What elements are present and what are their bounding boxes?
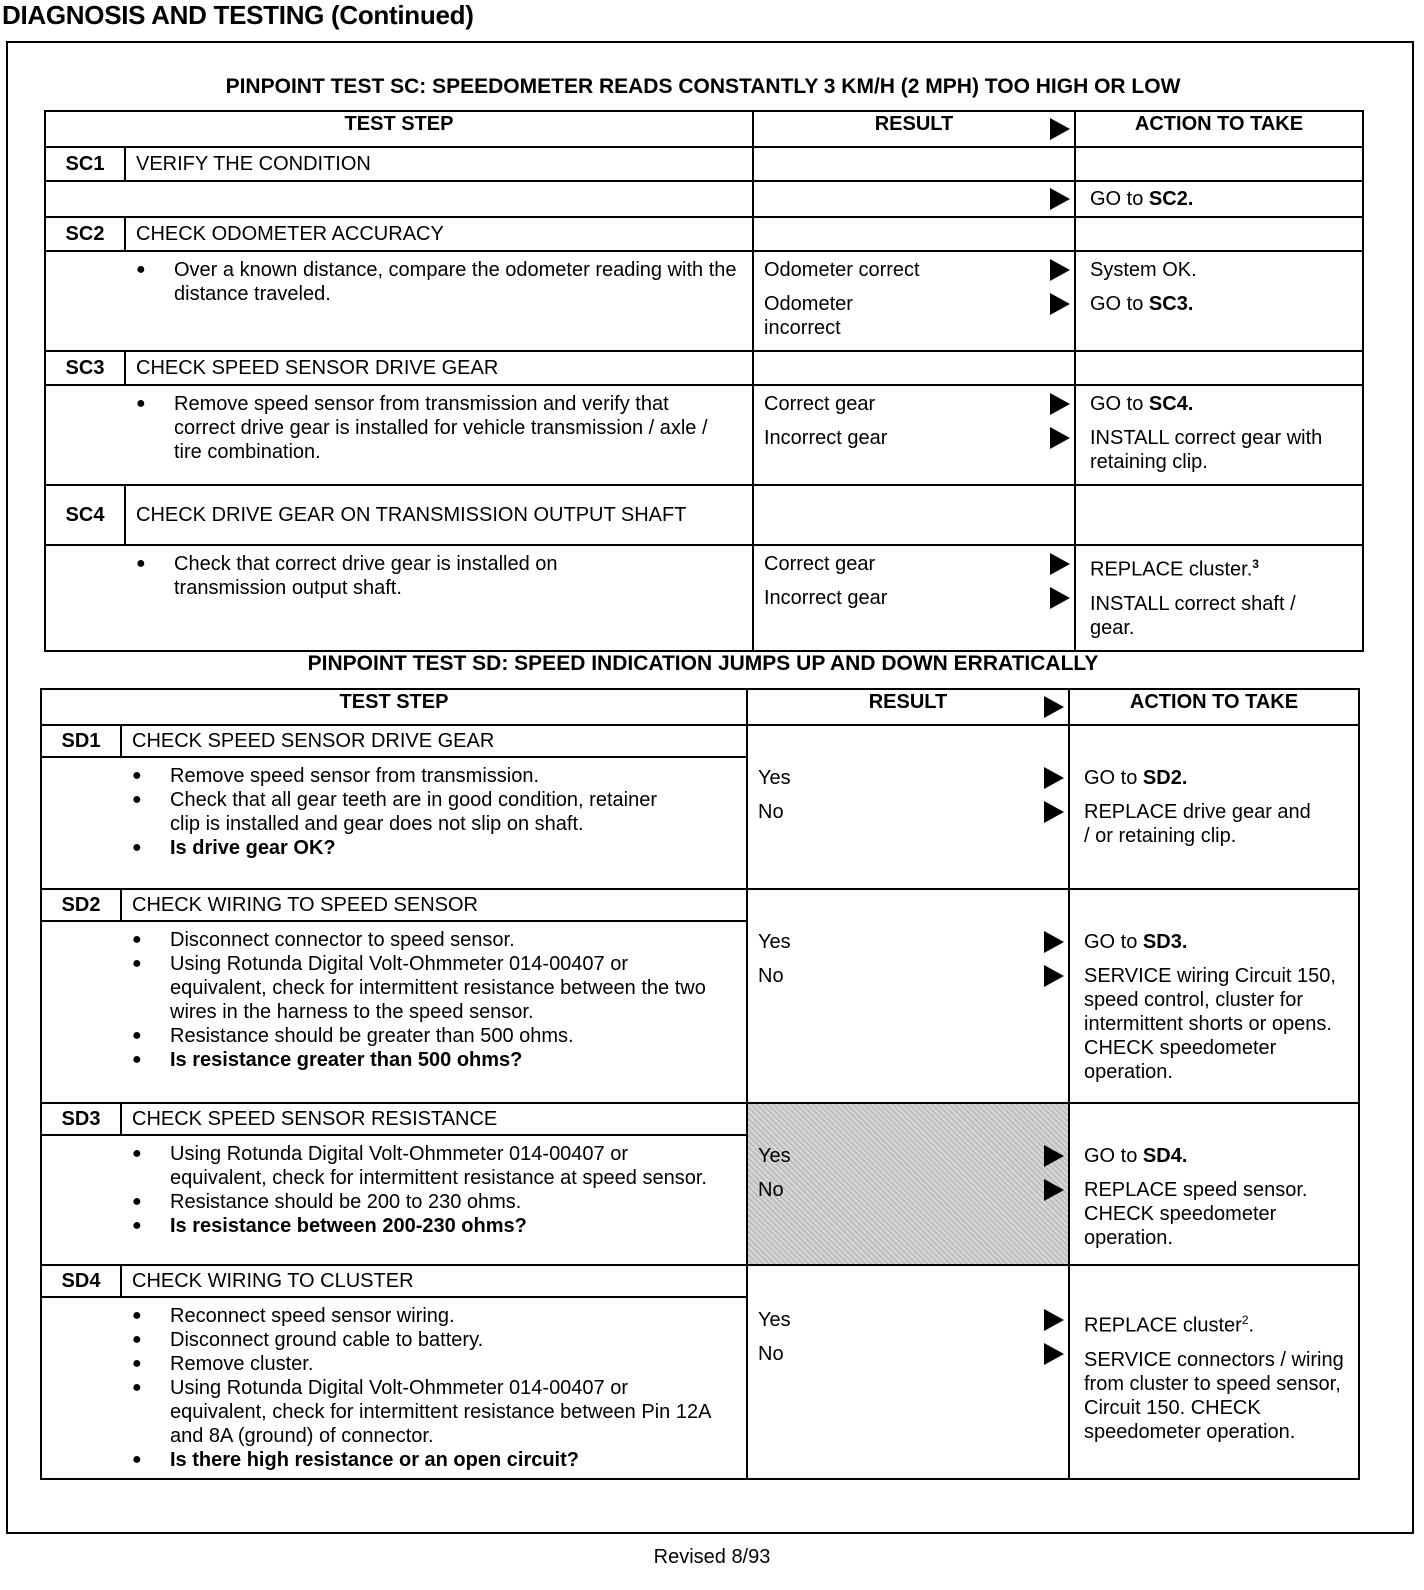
step-title: CHECK SPEED SENSOR DRIVE GEAR	[121, 725, 747, 757]
col-header-action: ACTION TO TAKE	[1069, 689, 1359, 725]
action-cell	[1075, 485, 1363, 545]
action-cell	[1075, 181, 1363, 217]
col-header-test-step: TEST STEP	[41, 689, 747, 725]
result-text: Yes	[758, 1145, 791, 1167]
table-row	[41, 1265, 1359, 1297]
arrow-icon	[1044, 767, 1064, 789]
result-text: No	[758, 801, 784, 823]
arrow-icon	[1050, 293, 1070, 315]
action-cell	[1069, 725, 1359, 889]
step-question: ● Is resistance between 200-230 ohms?	[170, 1214, 716, 1238]
result-line	[754, 292, 1074, 340]
arrow-icon	[1044, 1343, 1064, 1365]
step-title: CHECK SPEED SENSOR DRIVE GEAR	[125, 351, 753, 385]
step-bullet: ● Remove speed sensor from transmission.	[170, 764, 686, 788]
step-code: SD1	[41, 725, 121, 757]
step-bullet: ● Using Rotunda Digital Volt-Ohmmeter 014-00407 or equivalent, check for intermittent resistance at speed sensor.	[170, 1142, 716, 1190]
action-cell	[1069, 1265, 1359, 1479]
action-text	[1076, 552, 1362, 582]
arrow-icon	[1044, 1309, 1064, 1331]
step-bullet: ● Reconnect speed sensor wiring.	[170, 1304, 716, 1328]
step-body	[41, 1135, 747, 1265]
step-code: SD3	[41, 1103, 121, 1135]
result-line	[754, 392, 1074, 416]
step-code: SC1	[45, 147, 125, 181]
action-text	[1070, 766, 1358, 790]
action-cell	[1075, 147, 1363, 181]
test-sc-table	[44, 110, 1364, 652]
arrow-icon	[1050, 587, 1070, 609]
action-text: REPLACE speed sensor. CHECK speedometer operation.	[1084, 1179, 1308, 1249]
result-cell-shaded	[747, 1103, 1069, 1265]
result-cell	[753, 485, 1075, 545]
step-title: CHECK WIRING TO CLUSTER	[121, 1265, 747, 1297]
result-cell	[753, 385, 1075, 485]
result-line	[754, 552, 1074, 576]
table-row	[45, 351, 1363, 385]
action-cell	[1075, 251, 1363, 351]
step-question: ● Is there high resistance or an open circuit?	[170, 1448, 716, 1472]
action-text: REPLACE drive gear and / or retaining clip.	[1084, 801, 1311, 847]
action-prefix: GO to	[1090, 393, 1144, 415]
result-header-label: RESULT	[868, 691, 948, 713]
col-header-result	[753, 111, 1075, 147]
table-row	[45, 485, 1363, 545]
step-bullet: ● Check that correct drive gear is installed on transmission output shaft.	[174, 552, 652, 600]
result-line	[748, 800, 1068, 824]
step-bullet: ● Resistance should be 200 to 230 ohms.	[170, 1190, 716, 1214]
arrow-icon	[1044, 965, 1064, 987]
step-title: CHECK SPEED SENSOR RESISTANCE	[121, 1103, 747, 1135]
step-body	[45, 181, 753, 217]
action-cell	[1069, 889, 1359, 1103]
step-code: SC3	[45, 351, 125, 385]
result-text: No	[758, 1179, 784, 1201]
step-bullet: ● Using Rotunda Digital Volt-Ohmmeter 014-00407 or equivalent, check for intermittent resistance between the two wires in the harness to the speed sensor.	[170, 952, 716, 1024]
action-text: INSTALL correct gear with retaining clip.	[1090, 427, 1323, 473]
action-prefix: GO to	[1084, 931, 1138, 953]
result-cell	[753, 545, 1075, 651]
arrow-icon	[1044, 1145, 1064, 1167]
arrow-icon	[1050, 427, 1070, 449]
step-bullet: ● Over a known distance, compare the odometer reading with the distance traveled.	[174, 258, 752, 306]
result-text: Yes	[758, 1309, 791, 1331]
action-text	[1070, 930, 1358, 954]
arrow-icon	[1044, 931, 1064, 953]
result-line	[754, 586, 1074, 610]
step-body	[41, 921, 747, 1103]
result-line	[748, 930, 1068, 954]
table-row	[45, 545, 1363, 651]
action-text	[1076, 392, 1362, 416]
result-cell	[747, 725, 1069, 889]
result-cell	[747, 889, 1069, 1103]
result-line	[748, 1178, 1068, 1202]
action-body: REPLACE cluster.	[1090, 558, 1253, 581]
step-bullet: ● Check that all gear teeth are in good condition, retainer clip is installed and gear does not slip on shaft.	[170, 788, 686, 836]
action-body: REPLACE cluster	[1084, 1314, 1242, 1337]
action-cell	[1075, 545, 1363, 651]
revision-footer: Revised 8/93	[653, 1546, 771, 1568]
step-title: CHECK ODOMETER ACCURACY	[125, 217, 753, 251]
result-line	[748, 964, 1068, 988]
step-body	[41, 757, 747, 889]
action-text	[1076, 292, 1362, 316]
result-line	[748, 1342, 1068, 1366]
result-text: Correct gear	[764, 393, 876, 415]
action-text: GO to	[1090, 188, 1144, 210]
step-code: SC4	[45, 485, 125, 545]
action-prefix: GO to	[1090, 293, 1144, 315]
step-bullet: ● Resistance should be greater than 500 ohms.	[170, 1024, 716, 1048]
action-ref: SD4.	[1142, 1145, 1188, 1167]
step-body	[41, 1297, 747, 1479]
result-header-label: RESULT	[874, 113, 954, 135]
result-text: Odometer incorrect	[764, 293, 853, 339]
footnote-ref: 2	[1241, 1313, 1249, 1327]
result-cell	[753, 147, 1075, 181]
result-cell	[753, 351, 1075, 385]
result-line	[754, 258, 1074, 282]
result-cell	[753, 251, 1075, 351]
page-title: DIAGNOSIS AND TESTING (Continued)	[2, 0, 474, 30]
result-text: No	[758, 965, 784, 987]
step-code: SC2	[45, 217, 125, 251]
result-text: Yes	[758, 931, 791, 953]
arrow-icon	[1050, 259, 1070, 281]
result-text: No	[758, 1343, 784, 1365]
result-line	[748, 1308, 1068, 1332]
col-header-action: ACTION TO TAKE	[1075, 111, 1363, 147]
action-ref: SD2.	[1142, 767, 1188, 789]
result-line	[748, 766, 1068, 790]
table-row	[41, 725, 1359, 757]
arrow-icon	[1044, 801, 1064, 823]
result-text: Incorrect gear	[764, 427, 888, 449]
step-body	[45, 251, 753, 351]
step-body	[45, 545, 753, 651]
action-text: System OK.	[1090, 259, 1197, 281]
result-text: Odometer correct	[764, 259, 920, 281]
arrow-icon	[1044, 1179, 1064, 1201]
step-title: VERIFY THE CONDITION	[125, 147, 753, 181]
arrow-icon	[1050, 188, 1070, 210]
step-bullet: ● Remove speed sensor from transmission and verify that correct drive gear is installed for vehicle transmission / axle / tire combination.	[174, 392, 722, 464]
result-cell	[753, 217, 1075, 251]
step-title: CHECK DRIVE GEAR ON TRANSMISSION OUTPUT SHAFT	[125, 485, 753, 545]
step-bullet: ● Using Rotunda Digital Volt-Ohmmeter 014-00407 or equivalent, check for intermittent resistance between Pin 12A and 8A (ground) of connector.	[170, 1376, 716, 1448]
table-row	[41, 889, 1359, 921]
arrow-icon	[1050, 553, 1070, 575]
action-prefix: GO to	[1084, 1145, 1138, 1167]
result-text: Incorrect gear	[764, 587, 888, 609]
result-cell	[753, 181, 1075, 217]
action-cell	[1069, 1103, 1359, 1265]
action-ref: SC2.	[1148, 188, 1194, 210]
test-sd-table	[40, 688, 1360, 1480]
step-bullet: ● Disconnect ground cable to battery.	[170, 1328, 716, 1352]
result-line	[754, 426, 1074, 450]
result-text: Correct gear	[764, 553, 876, 575]
action-text: SERVICE wiring Circuit 150, speed control, cluster for intermittent shorts or opens. CHECK speedometer operation.	[1084, 965, 1336, 1083]
action-ref: SC3.	[1148, 293, 1194, 315]
table-row	[45, 385, 1363, 485]
action-text	[1070, 1308, 1358, 1338]
step-body	[45, 385, 753, 485]
step-title: CHECK WIRING TO SPEED SENSOR	[121, 889, 747, 921]
arrow-icon	[1050, 393, 1070, 415]
action-cell	[1075, 217, 1363, 251]
action-prefix: GO to	[1084, 767, 1138, 789]
result-cell	[747, 1265, 1069, 1479]
arrow-icon	[1050, 118, 1070, 140]
result-text: Yes	[758, 767, 791, 789]
action-ref: SD3.	[1142, 931, 1188, 953]
col-header-test-step: TEST STEP	[45, 111, 753, 147]
table-row	[45, 251, 1363, 351]
test-sd-title: PINPOINT TEST SD: SPEED INDICATION JUMPS UP AND DOWN ERRATICALLY	[307, 652, 1099, 675]
action-end: .	[1248, 1314, 1255, 1337]
test-sc-title: PINPOINT TEST SC: SPEEDOMETER READS CONSTANTLY 3 KM/H (2 MPH) TOO HIGH OR LOW	[225, 75, 1181, 98]
table-row	[45, 181, 1363, 217]
action-text: INSTALL correct shaft / gear.	[1090, 592, 1296, 639]
step-code: SD2	[41, 889, 121, 921]
arrow-icon	[1044, 696, 1064, 718]
footnote-ref: 3	[1252, 557, 1259, 571]
table-row	[45, 147, 1363, 181]
col-header-result	[747, 689, 1069, 725]
result-line	[748, 1144, 1068, 1168]
table-row	[41, 1103, 1359, 1135]
table-row	[45, 217, 1363, 251]
action-cell	[1075, 385, 1363, 485]
step-question: ● Is drive gear OK?	[170, 836, 686, 860]
step-bullet: ● Disconnect connector to speed sensor.	[170, 928, 716, 952]
step-question: ● Is resistance greater than 500 ohms?	[170, 1048, 716, 1072]
step-bullet: ● Remove cluster.	[170, 1352, 716, 1376]
action-text: SERVICE connectors / wiring from cluster to speed sensor, Circuit 150. CHECK speedometer operation.	[1084, 1348, 1344, 1443]
action-text	[1070, 1144, 1358, 1168]
step-code: SD4	[41, 1265, 121, 1297]
action-ref: SC4.	[1148, 393, 1194, 415]
action-cell	[1075, 351, 1363, 385]
